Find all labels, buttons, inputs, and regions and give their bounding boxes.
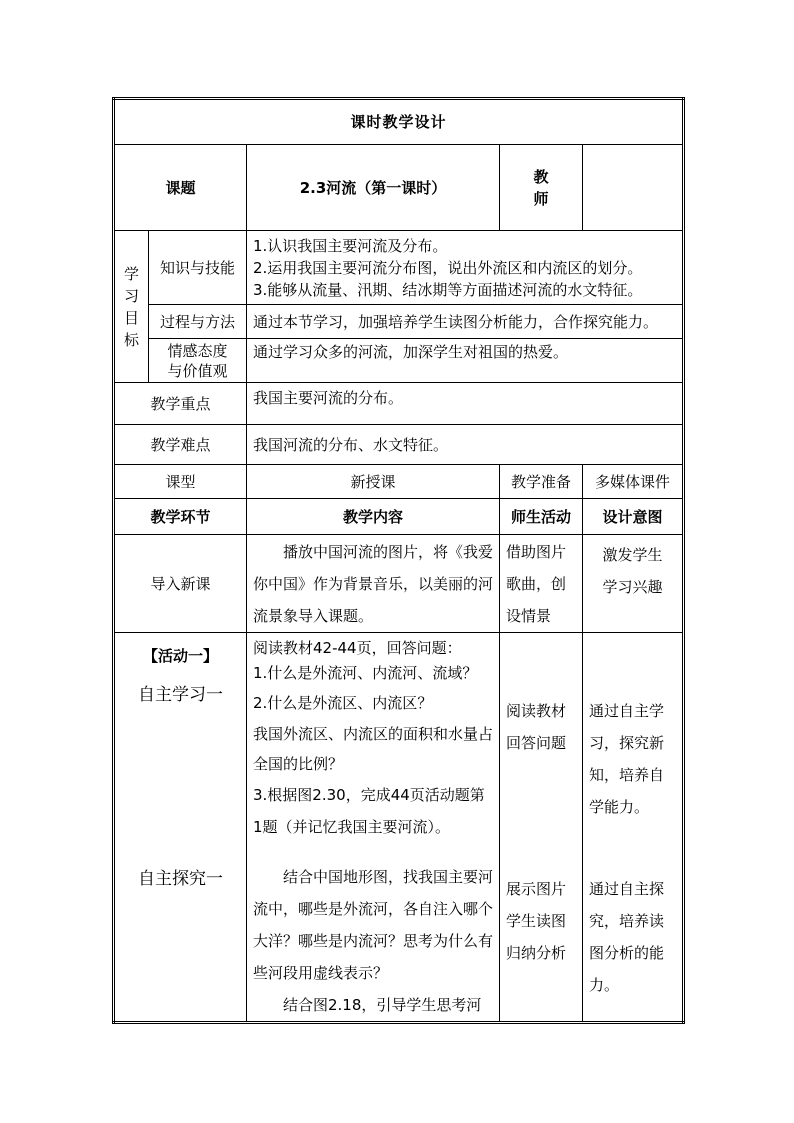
lesson-type-label: 课型 bbox=[114, 465, 247, 499]
activity1-intent-line: 习，探究新 bbox=[589, 734, 665, 752]
activity1-stage-explore: 自主探究一 bbox=[138, 869, 223, 889]
difficulty-label: 教学难点 bbox=[114, 425, 247, 465]
lesson-plan-page bbox=[112, 97, 682, 1021]
activity1-content-line: 我国外流区、内流区的面积和水量占全国的比例？ bbox=[253, 725, 494, 773]
activity1-intent-line: 通过自主探 bbox=[589, 880, 665, 898]
activity1-content-line: 1.什么是外流河、内流河、流域？ bbox=[253, 664, 478, 682]
title-row bbox=[114, 99, 684, 145]
emotion-value: 通过学习众多的河流，加深学生对祖国的热爱。 bbox=[247, 339, 684, 383]
column-header-stage: 教学环节 bbox=[114, 499, 247, 535]
subject-label: 课题 bbox=[114, 145, 247, 231]
intro-activity-line: 设情景 bbox=[506, 606, 552, 625]
activity1-explore-text-2: 结合图2.18，引导学生思考河 bbox=[283, 996, 482, 1014]
intro-intent-line: 学习兴趣 bbox=[602, 578, 663, 596]
process-label: 过程与方法 bbox=[149, 305, 247, 339]
activity1-intent-line: 图分析的能 bbox=[589, 944, 665, 962]
activity1-activity-line: 展示图片 bbox=[506, 880, 567, 898]
teacher-label bbox=[500, 145, 583, 231]
column-header-row bbox=[114, 499, 684, 535]
objective-process-row bbox=[114, 305, 684, 339]
activity1-intent-line: 通过自主学 bbox=[589, 702, 665, 720]
objectives-char: 目 bbox=[123, 308, 139, 327]
key-point-label: 教学重点 bbox=[114, 383, 247, 425]
column-header-content: 教学内容 bbox=[247, 499, 500, 535]
objectives-char: 学 bbox=[123, 264, 139, 283]
intro-content bbox=[247, 535, 500, 633]
intro-activity-line: 歌曲，创 bbox=[506, 574, 567, 593]
objective-knowledge-row bbox=[114, 231, 684, 305]
activity1-intent-line: 究，培养读 bbox=[589, 912, 665, 930]
lesson-type-value: 新授课 bbox=[247, 465, 500, 499]
objective-emotion-row bbox=[114, 339, 684, 383]
activity1-content bbox=[247, 633, 500, 1023]
key-point-value: 我国主要河流的分布。 bbox=[247, 383, 684, 425]
column-header-intent: 设计意图 bbox=[583, 499, 684, 535]
activity1-activity-line: 阅读教材 bbox=[506, 702, 567, 720]
subject-row bbox=[114, 145, 684, 231]
intro-intent bbox=[583, 535, 684, 633]
activity1-stage-study: 自主学习一 bbox=[138, 685, 223, 705]
activity1-activity bbox=[500, 633, 583, 1023]
activity1-content-line: 阅读教材42-44页，回答问题： bbox=[253, 639, 462, 657]
intro-row bbox=[114, 535, 684, 633]
teacher-label-char-2: 师 bbox=[533, 189, 549, 208]
objectives-char: 标 bbox=[123, 330, 139, 349]
prep-label: 教学准备 bbox=[500, 465, 583, 499]
knowledge-items bbox=[247, 231, 684, 305]
column-header-activity: 师生活动 bbox=[500, 499, 583, 535]
objectives-char: 习 bbox=[123, 286, 139, 305]
activity1-explore-text: 结合中国地形图，找我国主要河流中，哪些是外流河，各自注入哪个大洋？哪些是内流河？思考为什么有些河段用虚线表示？ bbox=[253, 868, 494, 982]
intro-intent-line: 激发学生 bbox=[602, 546, 663, 564]
knowledge-item: 3.能够从流量、汛期、结冰期等方面描述河流的水文特征。 bbox=[253, 280, 643, 299]
teacher-label-char-1: 教 bbox=[533, 167, 549, 186]
lesson-type-row bbox=[114, 465, 684, 499]
activity1-row bbox=[114, 633, 684, 1023]
teacher-value bbox=[583, 145, 684, 231]
intro-activity-line: 借助图片 bbox=[506, 542, 567, 561]
lesson-plan-table bbox=[112, 97, 685, 1024]
emotion-label bbox=[149, 339, 247, 383]
difficulty-value: 我国河流的分布、水文特征。 bbox=[247, 425, 684, 465]
activity1-intent-line: 知，培养自 bbox=[589, 766, 665, 784]
activity1-content-line: 3.根据图2.30，完成44页活动题第1题（并记忆我国主要河流）。 bbox=[253, 786, 485, 836]
knowledge-item: 1.认识我国主要河流及分布。 bbox=[253, 236, 448, 255]
activity1-content-line: 2.什么是外流区、内流区？ bbox=[253, 694, 433, 712]
intro-stage: 导入新课 bbox=[114, 535, 247, 633]
key-point-row bbox=[114, 383, 684, 425]
page-title: 课时教学设计 bbox=[114, 99, 684, 145]
intro-activity bbox=[500, 535, 583, 633]
intro-content-text: 播放中国河流的图片，将《我爱你中国》作为背景音乐，以美丽的河流景象导入课题。 bbox=[253, 542, 494, 625]
activity1-tag: 【活动一】 bbox=[142, 647, 218, 665]
subject-value: 2.3河流（第一课时） bbox=[247, 145, 500, 231]
activity1-activity-line: 学生读图 bbox=[506, 912, 567, 930]
knowledge-label: 知识与技能 bbox=[149, 231, 247, 305]
activity1-intent-line: 力。 bbox=[589, 976, 620, 994]
knowledge-item: 2.运用我国主要河流分布图，说出外流区和内流区的划分。 bbox=[253, 258, 643, 277]
activity1-stage bbox=[114, 633, 247, 1023]
activity1-activity-line: 归纳分析 bbox=[506, 944, 567, 962]
activity1-activity-line: 回答问题 bbox=[506, 734, 567, 752]
emotion-label-line: 与价值观 bbox=[167, 361, 228, 380]
activity1-intent-line: 学能力。 bbox=[589, 798, 650, 816]
objectives-group-label bbox=[114, 231, 149, 383]
activity1-intent bbox=[583, 633, 684, 1023]
difficulty-row bbox=[114, 425, 684, 465]
emotion-label-line: 情感态度 bbox=[167, 341, 228, 360]
process-value: 通过本节学习，加强培养学生读图分析能力，合作探究能力。 bbox=[247, 305, 684, 339]
prep-value: 多媒体课件 bbox=[583, 465, 684, 499]
